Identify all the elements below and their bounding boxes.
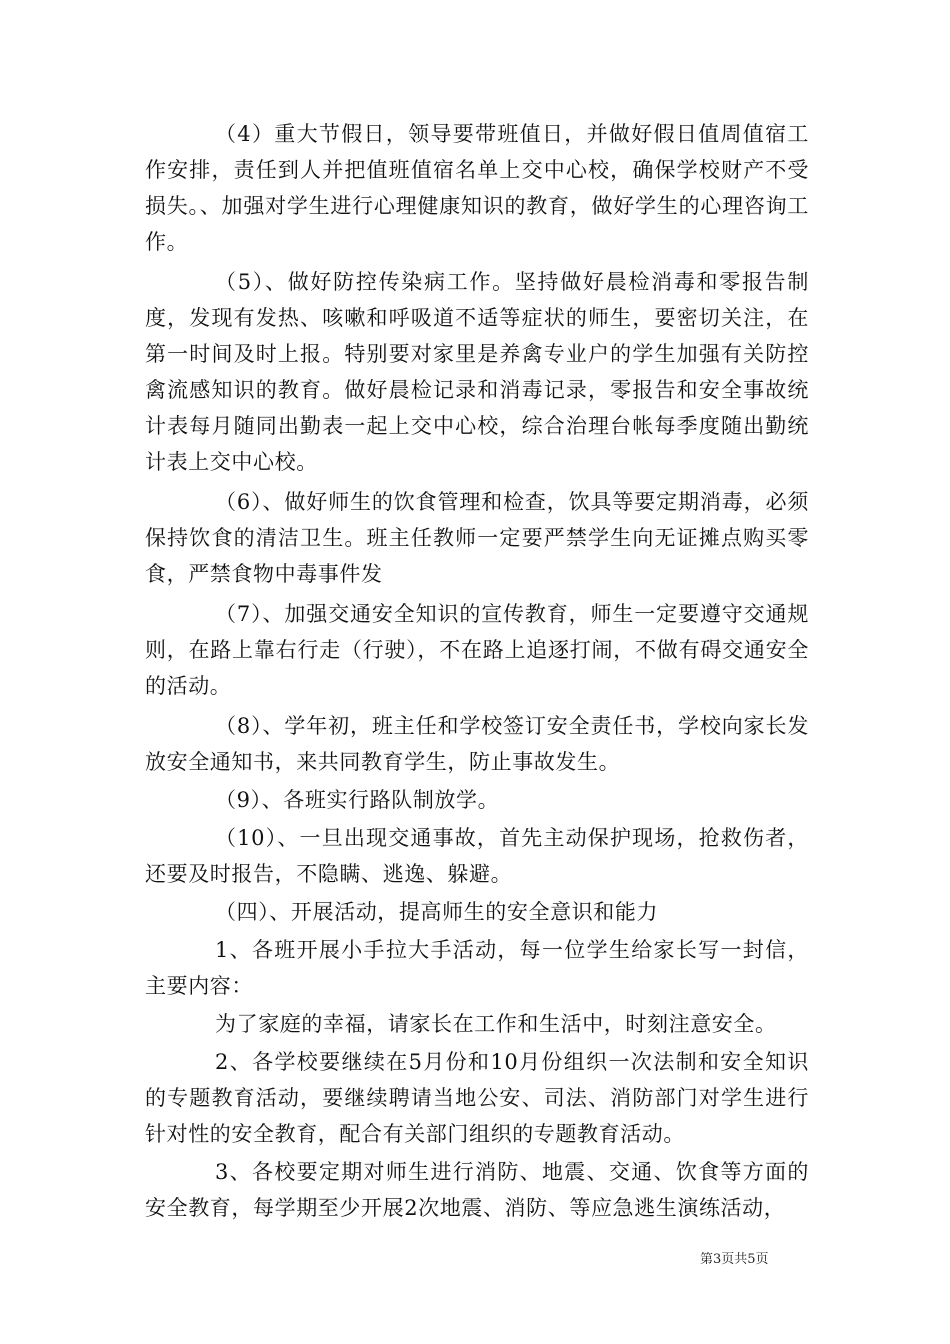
paragraph-item-7: （7）、加强交通安全知识的宣传教育，师生一定要遵守交通规则，在路上靠右行走（行驶），不在路上追逐打闹，不做有碍交通安全的活动。 [145,602,809,698]
paragraph-activity-1: 1、各班开展小手拉大手活动，每一位学生给家长写一封信，主要内容： [145,938,809,998]
document-body [145,116,809,1226]
paragraph-item-9: （9）、各班实行路队制放学。 [215,788,500,812]
paragraph-item-5: （5）、做好防控传染病工作。坚持做好晨检消毒和零报告制度，发现有发热、咳嗽和呼吸道不适等症状的师生，要密切关注，在第一时间及时上报。特别要对家里是养禽专业户的学生加强有关防控禽流感知识的教育。做好晨检记录和消毒记录，零报告和安全事故统计表每月随同出勤表一起上交中心校，综合治理台帐每季度随出勤统计表上交中心校。 [145,270,809,474]
page-number: 第3页共5页 [700,1252,769,1267]
paragraph-item-6: （6）、做好师生的饮食管理和检查，饮具等要定期消毒，必须保持饮食的清洁卫生。班主任教师一定要严禁学生向无证摊点购买零食，严禁食物中毒事件发 [145,490,809,586]
paragraph-item-4: （4）重大节假日，领导要带班值日，并做好假日值周值宿工作安排，责任到人并把值班值宿名单上交中心校，确保学校财产不受损失。、加强对学生进行心理健康知识的教育，做好学生的心理咨询工作。 [145,122,809,254]
section-heading-activities: （四）、开展活动，提高师生的安全意识和能力 [215,900,659,924]
paragraph-item-10: （10）、一旦出现交通事故，首先主动保护现场，抢救伤者，还要及时报告，不隐瞒、逃逸、躲避。 [145,826,809,886]
paragraph-activity-2: 2、各学校要继续在5月份和10月份组织一次法制和安全知识的专题教育活动，要继续聘请当地公安、司法、消防部门对学生进行针对性的安全教育，配合有关部门组织的专题教育活动。 [145,1050,809,1146]
paragraph-letter-content: 为了家庭的幸福，请家长在工作和生活中，时刻注意安全。 [215,1012,777,1036]
paragraph-activity-3: 3、各校要定期对师生进行消防、地震、交通、饮食等方面的安全教育，每学期至少开展2次地震、消防、等应急逃生演练活动， [145,1160,809,1220]
paragraph-item-8: （8）、学年初，班主任和学校签订安全责任书，学校向家长发放安全通知书，来共同教育学生，防止事故发生。 [145,714,809,774]
